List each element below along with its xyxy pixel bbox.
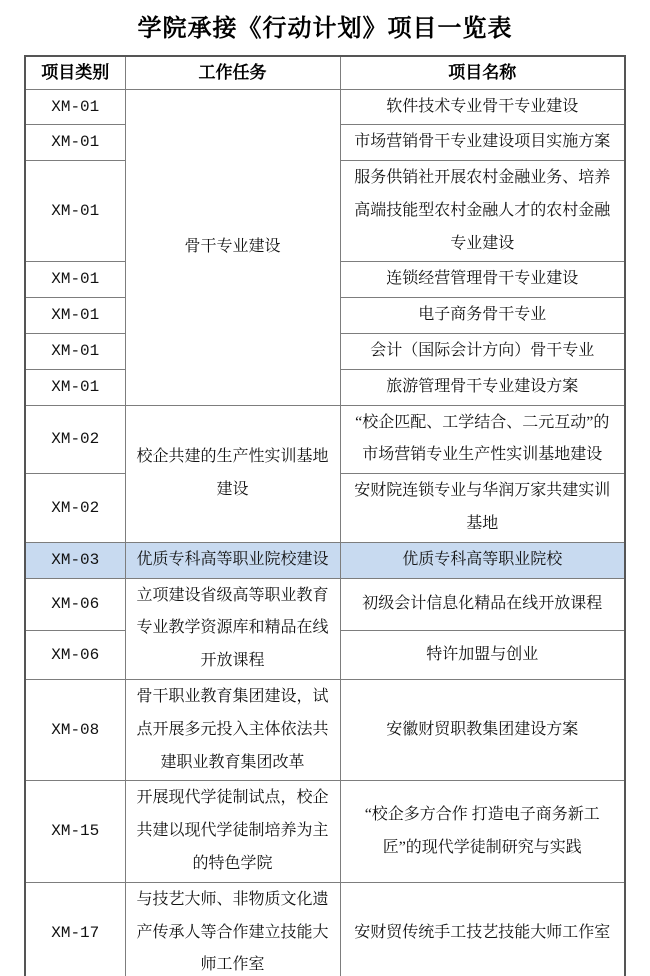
project-name-cell: 服务供销社开展农村金融业务、培养高端技能型农村金融人才的农村金融专业建设 — [340, 161, 625, 262]
category-cell: XM-02 — [25, 474, 125, 543]
category-cell: XM-08 — [25, 680, 125, 781]
project-name-cell: 软件技术专业骨干专业建设 — [340, 89, 625, 125]
table-row — [25, 578, 625, 630]
category-cell: XM-01 — [25, 161, 125, 262]
task-cell: 与技艺大师、非物质文化遗产传承人等合作建立技能大师工作室 — [125, 882, 340, 976]
task-cell: 校企共建的生产性实训基地建设 — [125, 405, 340, 542]
category-cell: XM-02 — [25, 405, 125, 474]
project-name-cell: 会计（国际会计方向）骨干专业 — [340, 334, 625, 370]
task-cell: 优质专科高等职业院校建设 — [125, 542, 340, 578]
task-cell: 骨干专业建设 — [125, 89, 340, 405]
category-cell: XM-01 — [25, 369, 125, 405]
table-row — [25, 882, 625, 976]
project-name-cell: “校企匹配、工学结合、二元互动”的市场营销专业生产性实训基地建设 — [340, 405, 625, 474]
project-name-cell: 安财贸传统手工技艺技能大师工作室 — [340, 882, 625, 976]
project-name-cell: 连锁经营管理骨干专业建设 — [340, 262, 625, 298]
project-name-cell: 初级会计信息化精品在线开放课程 — [340, 578, 625, 630]
project-name-cell: “校企多方合作 打造电子商务新工匠”的现代学徒制研究与实践 — [340, 781, 625, 882]
table-row-highlighted — [25, 542, 625, 578]
category-cell: XM-01 — [25, 298, 125, 334]
category-cell: XM-01 — [25, 334, 125, 370]
task-cell: 骨干职业教育集团建设，试点开展多元投入主体依法共建职业教育集团改革 — [125, 680, 340, 781]
header-task: 工作任务 — [125, 56, 340, 89]
project-name-cell: 市场营销骨干专业建设项目实施方案 — [340, 125, 625, 161]
table-row — [25, 405, 625, 474]
table-row — [25, 680, 625, 781]
task-cell: 立项建设省级高等职业教育专业教学资源库和精品在线开放课程 — [125, 578, 340, 679]
category-cell: XM-03 — [25, 542, 125, 578]
project-name-cell: 特许加盟与创业 — [340, 630, 625, 679]
category-cell: XM-06 — [25, 578, 125, 630]
header-category: 项目类别 — [25, 56, 125, 89]
category-cell: XM-06 — [25, 630, 125, 679]
table-header-row — [25, 56, 625, 89]
category-cell: XM-15 — [25, 781, 125, 882]
project-name-cell: 安财院连锁专业与华润万家共建实训基地 — [340, 474, 625, 543]
header-name: 项目名称 — [340, 56, 625, 89]
project-name-cell: 旅游管理骨干专业建设方案 — [340, 369, 625, 405]
table-row — [25, 89, 625, 125]
task-cell: 开展现代学徒制试点，校企共建以现代学徒制培养为主的特色学院 — [125, 781, 340, 882]
project-name-cell: 安徽财贸职教集团建设方案 — [340, 680, 625, 781]
category-cell: XM-01 — [25, 89, 125, 125]
project-name-cell: 优质专科高等职业院校 — [340, 542, 625, 578]
page-title: 学院承接《行动计划》项目一览表 — [137, 15, 513, 42]
category-cell: XM-01 — [25, 262, 125, 298]
table-row — [25, 781, 625, 882]
project-name-cell: 电子商务骨干专业 — [340, 298, 625, 334]
category-cell: XM-01 — [25, 125, 125, 161]
project-table — [24, 55, 626, 976]
category-cell: XM-17 — [25, 882, 125, 976]
